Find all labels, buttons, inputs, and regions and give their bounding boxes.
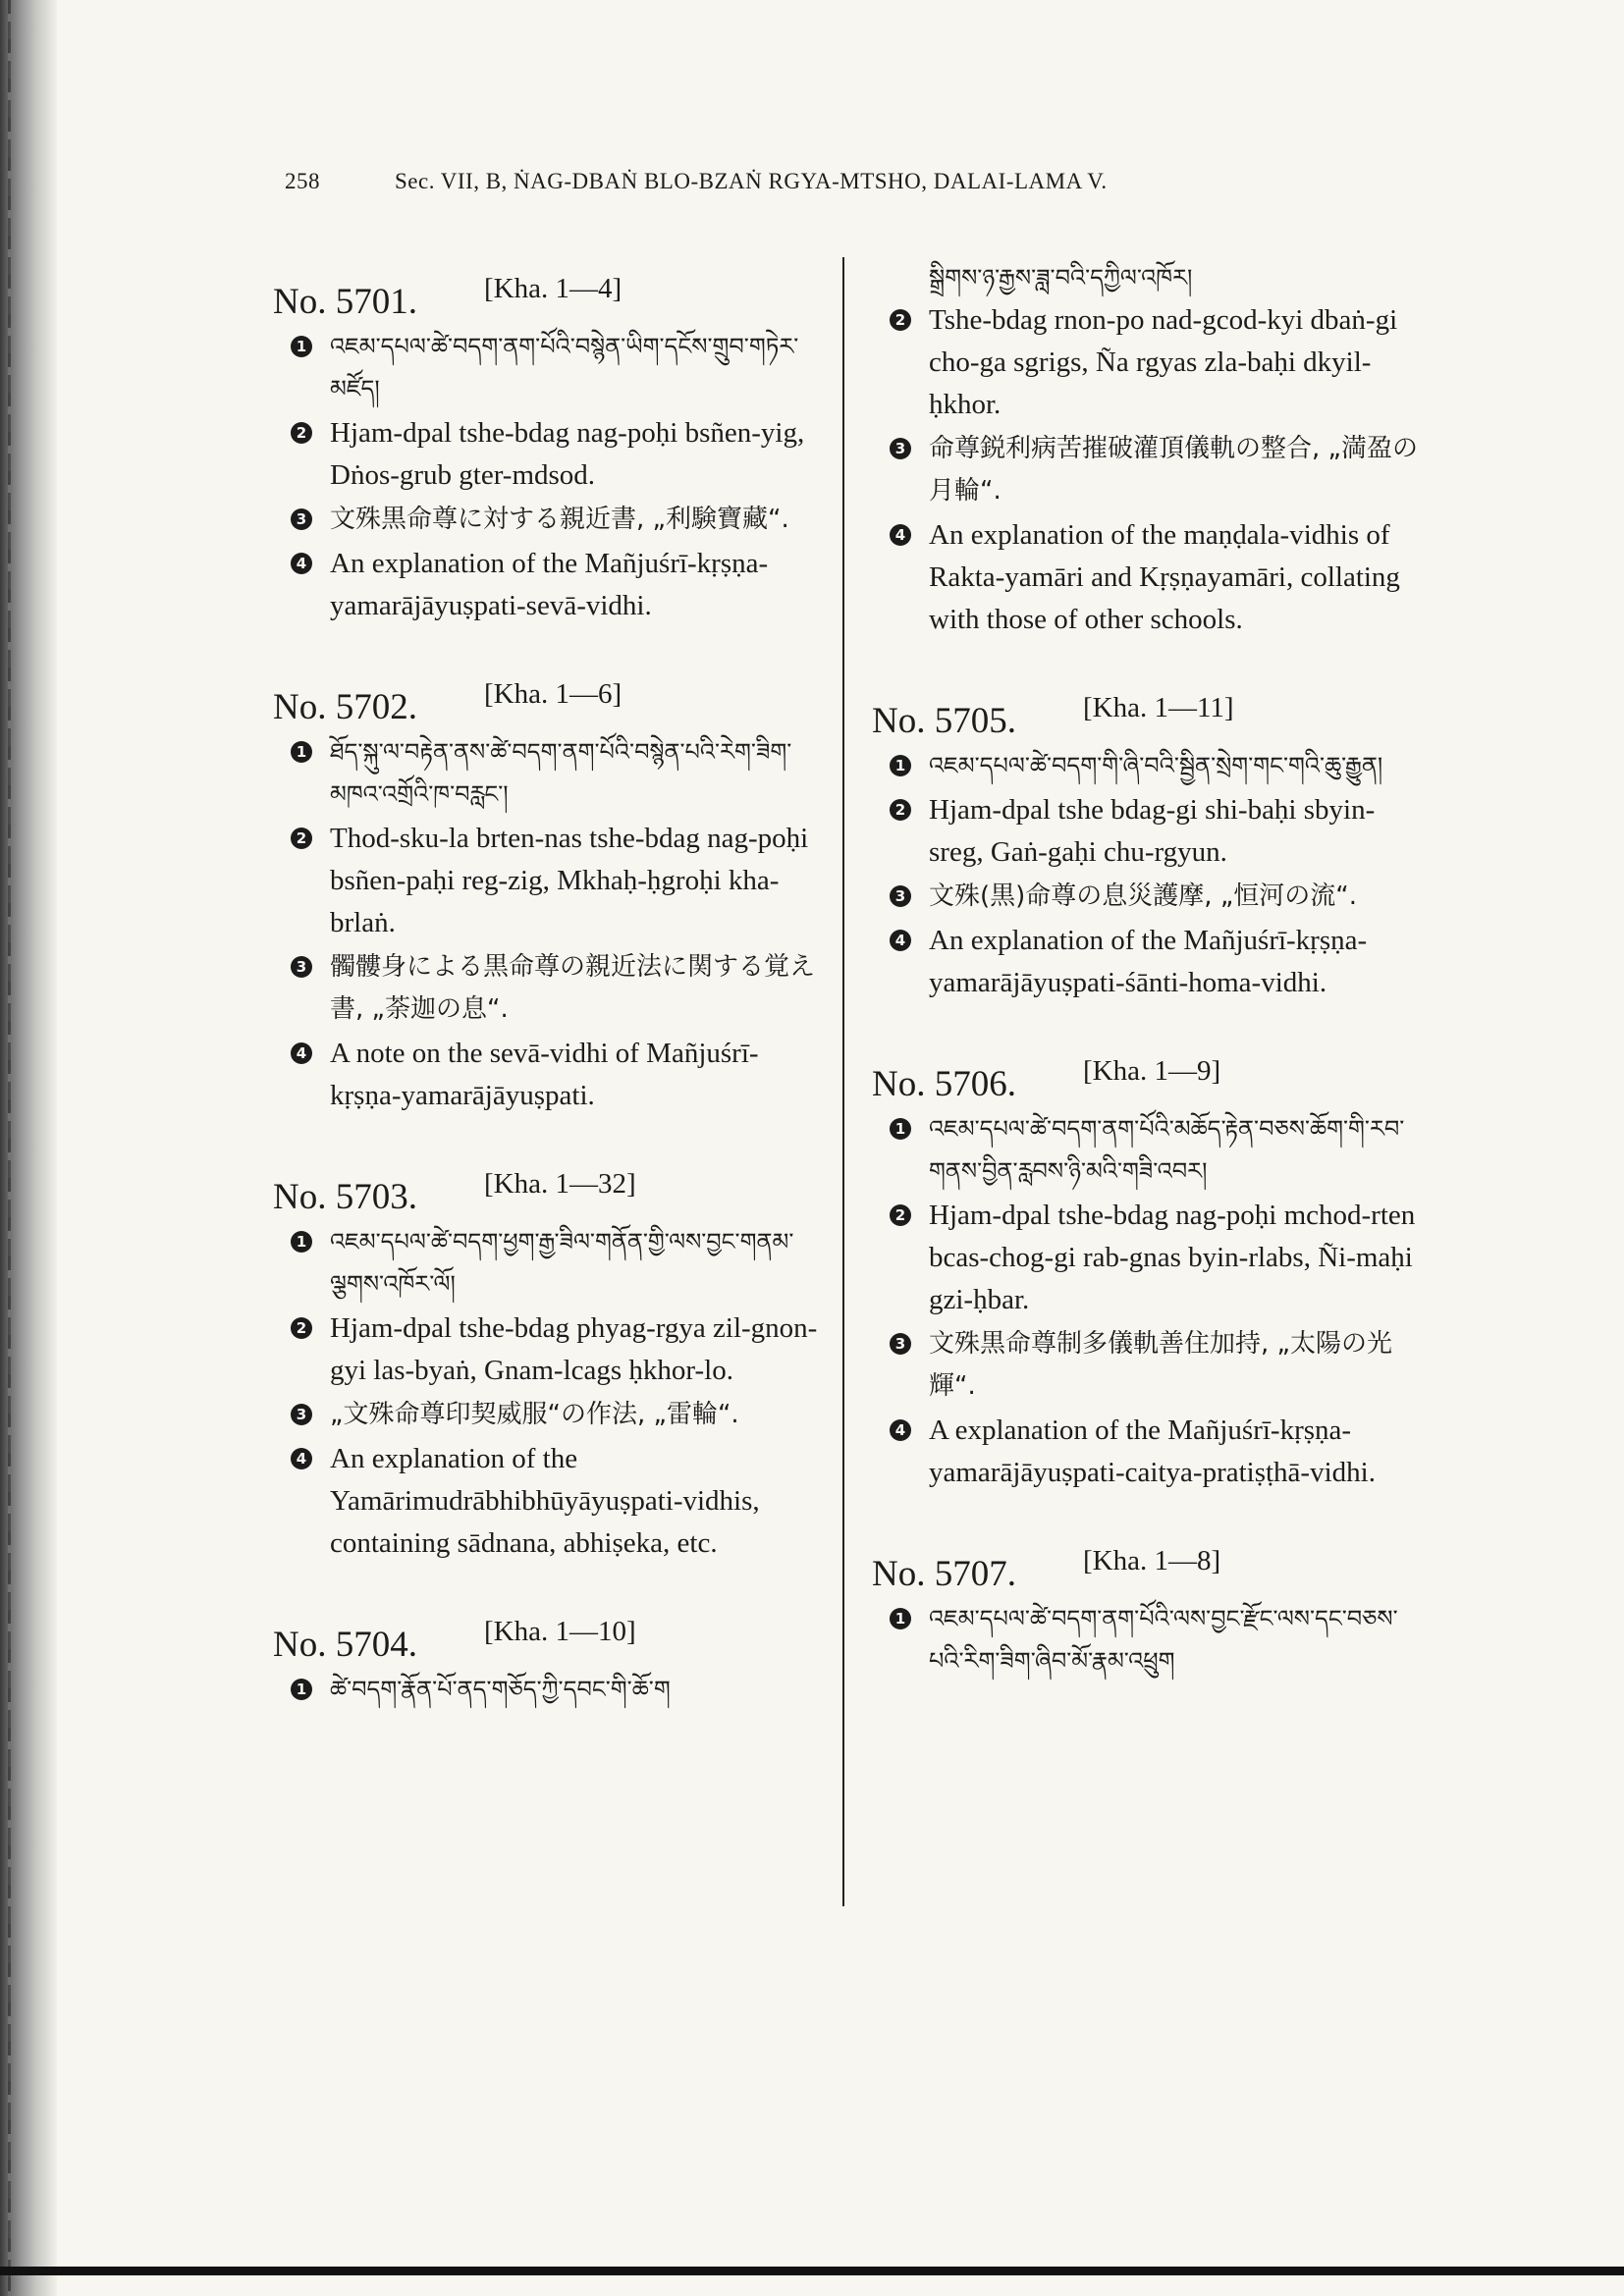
japanese-title: 3 文殊(黒)命尊の息災護摩, „恒河の流“. bbox=[872, 876, 1422, 918]
circled-number-icon: 4 bbox=[291, 553, 312, 574]
circled-number-icon: 2 bbox=[291, 828, 312, 849]
catalog-entry-5703 bbox=[273, 1160, 823, 1565]
entry-reference: [Kha. 1—4] bbox=[484, 273, 623, 304]
catalog-entry-5701 bbox=[273, 265, 823, 627]
circled-number-icon: 4 bbox=[890, 524, 911, 546]
running-header bbox=[285, 169, 1365, 194]
entry-reference: [Kha. 1—32] bbox=[484, 1168, 636, 1200]
column-divider bbox=[842, 257, 844, 1906]
scan-bottom-edge bbox=[0, 2267, 1624, 2275]
circled-number-icon: 1 bbox=[291, 1231, 312, 1253]
romanized-title: 2 Hjam-dpal tshe-bdag nag-poḥi bsñen-yig, Dṅos-grub gter-mdsod. bbox=[273, 412, 823, 497]
tibetan-title: 1 འཇམ་དཔལ་ཚེ་བདག་གི་ཞི་བའི་སྦྱིན་སྲེག་གང་གའི་ཆུ་རྒྱུན། bbox=[872, 745, 1422, 787]
circled-number-icon: 1 bbox=[291, 1679, 312, 1700]
left-column bbox=[273, 265, 823, 1754]
right-column bbox=[872, 257, 1422, 1726]
circled-number-icon: 4 bbox=[890, 930, 911, 951]
catalog-entry-5707 bbox=[872, 1537, 1422, 1682]
circled-number-icon: 1 bbox=[291, 741, 312, 763]
romanized-title: 2 Tshe-bdag rnon-po nad-gcod-kyi dbaṅ-gi cho-ga sgrigs, Ña rgyas zla-baḥi dkyil-ḥkhor. bbox=[872, 299, 1422, 426]
entry-reference: [Kha. 1—10] bbox=[484, 1616, 636, 1647]
section-title: Sec. VII, B, ṄAG-DBAṄ BLO-BZAṄ RGYA-MTSHO, DALAI-LAMA V. bbox=[395, 169, 1108, 193]
circled-number-icon: 3 bbox=[890, 438, 911, 459]
circled-number-icon: 1 bbox=[291, 336, 312, 357]
romanized-title: 2 Hjam-dpal tshe-bdag phyag-rgya zil-gnon-gyi las-byaṅ, Gnam-lcags ḥkhor-lo. bbox=[273, 1308, 823, 1392]
english-description: 4 An explanation of the maṇḍala-vidhis of Rakta-yamāri and Kṛṣṇayamāri, collating with those of other schools. bbox=[872, 514, 1422, 641]
entry-number: No. 5701. bbox=[273, 282, 417, 322]
romanized-title: 2 Hjam-dpal tshe bdag-gi shi-baḥi sbyin-sreg, Gaṅ-gaḥi chu-rgyun. bbox=[872, 789, 1422, 874]
catalog-entry-5706 bbox=[872, 1047, 1422, 1494]
entry-number: No. 5702. bbox=[273, 687, 417, 727]
circled-number-icon: 3 bbox=[890, 885, 911, 907]
english-description: 4 A note on the sevā-vidhi of Mañjuśrī-kṛṣṇa-yamarājāyuṣpati. bbox=[273, 1033, 823, 1117]
japanese-title: 3 文殊黒命尊制多儀軌善住加持, „太陽の光輝“. bbox=[872, 1323, 1422, 1408]
catalog-entry-5704 bbox=[273, 1608, 823, 1711]
romanized-title: 2 Hjam-dpal tshe-bdag nag-poḥi mchod-rten bcas-chog-gi rab-gnas byin-rlabs, Ñi-maḥi gzi-ḥbar. bbox=[872, 1195, 1422, 1321]
circled-number-icon: 2 bbox=[291, 1317, 312, 1339]
tibetan-title: 1 ཐོད་སྐུ་ལ་བརྟེན་ནས་ཚེ་བདག་ནག་པོའི་བསྙེན་པའི་རེག་ཟིག་མཁའ་འགྲོའི་ཁ་བརླང་། bbox=[273, 731, 823, 816]
tibetan-title-continuation: སྒྲིགས་ཉ་རྒྱས་ཟླ་བའི་དཀྱིལ་འཁོར། bbox=[929, 264, 1193, 292]
entry-reference: [Kha. 1—6] bbox=[484, 678, 623, 710]
circled-number-icon: 4 bbox=[291, 1448, 312, 1469]
entry-reference: [Kha. 1—9] bbox=[1083, 1055, 1221, 1087]
japanese-title: 3 命尊鋭利病苦摧破灌頂儀軌の整合, „満盈の月輪“. bbox=[872, 428, 1422, 512]
circled-number-icon: 4 bbox=[291, 1042, 312, 1064]
entry-number: No. 5703. bbox=[273, 1177, 417, 1217]
circled-number-icon: 1 bbox=[890, 1608, 911, 1629]
circled-number-icon: 3 bbox=[291, 956, 312, 978]
entry-reference: [Kha. 1—11] bbox=[1083, 692, 1234, 723]
english-description: 4 A explanation of the Mañjuśrī-kṛṣṇa-yamarājāyuṣpati-caitya-pratiṣṭhā-vidhi. bbox=[872, 1410, 1422, 1494]
tibetan-title: 1 འཇམ་དཔལ་ཚེ་བདག་ནག་པོའི་ལས་བྱང་རྫོང་ལས་དང་བཅས་པའི་རིག་ཟིག་ཞིབ་མོ་རྣམ་འཕྲུག bbox=[872, 1598, 1422, 1682]
circled-number-icon: 2 bbox=[890, 799, 911, 821]
circled-number-icon: 3 bbox=[291, 508, 312, 530]
tibetan-title: 1 འཇམ་དཔལ་ཚེ་བདག་ནག་པོའི་མཆོད་རྟེན་བཅས་ཆོག་གི་རབ་གནས་བྱིན་རླབས་ཉི་མའི་གཟི་འབར། bbox=[872, 1108, 1422, 1193]
circled-number-icon: 2 bbox=[890, 1204, 911, 1226]
tibetan-title: 1 ཚེ་བདག་རྣོན་པོ་ནད་གཅོད་ཀྱི་དབང་གི་ཆོ་ག bbox=[273, 1669, 823, 1711]
entry-number: No. 5705. bbox=[872, 701, 1016, 741]
english-description: 4 An explanation of the Mañjuśrī-kṛṣṇa-yamarājāyuṣpati-śānti-homa-vidhi. bbox=[872, 920, 1422, 1004]
english-description: 4 An explanation of the Yamārimudrābhibhūyāyuṣpati-vidhis, containing sādnana, abhiṣeka, etc. bbox=[273, 1438, 823, 1565]
circled-number-icon: 3 bbox=[890, 1333, 911, 1355]
tibetan-title: 1 འཇམ་དཔལ་ཚེ་བདག་ནག་པོའི་བསྙེན་ཡིག་དངོས་གྲུབ་གཏེར་མཛོད། bbox=[273, 326, 823, 410]
english-description: 4 An explanation of the Mañjuśrī-kṛṣṇa-yamarājāyuṣpati-sevā-vidhi. bbox=[273, 543, 823, 627]
circled-number-icon: 2 bbox=[291, 422, 312, 444]
entry-number: No. 5706. bbox=[872, 1064, 1016, 1104]
tibetan-title: 1 འཇམ་དཔལ་ཚེ་བདག་ཕྱག་རྒྱ་ཟིལ་གནོན་གྱི་ལས་བྱང་གནམ་ལྕགས་འཁོར་ལོ། bbox=[273, 1221, 823, 1306]
catalog-entry-5704-continued bbox=[872, 257, 1422, 641]
circled-number-icon: 2 bbox=[890, 309, 911, 331]
circled-number-icon: 1 bbox=[890, 1118, 911, 1140]
entry-number: No. 5704. bbox=[273, 1625, 417, 1665]
page-number: 258 bbox=[285, 169, 320, 193]
romanized-title: 2 Thod-sku-la brten-nas tshe-bdag nag-poḥi bsñen-paḥi reg-zig, Mkhaḥ-ḥgroḥi kha-brlaṅ. bbox=[273, 818, 823, 944]
circled-number-icon: 4 bbox=[890, 1419, 911, 1441]
circled-number-icon: 3 bbox=[291, 1404, 312, 1425]
book-binding-edge bbox=[0, 0, 57, 2296]
catalog-entry-5705 bbox=[872, 684, 1422, 1004]
japanese-title: 3 „文殊命尊印契威服“の作法, „雷輪“. bbox=[273, 1394, 823, 1436]
catalog-entry-5702 bbox=[273, 670, 823, 1117]
entry-reference: [Kha. 1—8] bbox=[1083, 1545, 1221, 1576]
entry-number: No. 5707. bbox=[872, 1554, 1016, 1594]
japanese-title: 3 文殊黒命尊に対する親近書, „利験寶藏“. bbox=[273, 499, 823, 541]
circled-number-icon: 1 bbox=[890, 755, 911, 776]
japanese-title: 3 髑髏身による黒命尊の親近法に関する覚え書, „荼迦の息“. bbox=[273, 946, 823, 1031]
